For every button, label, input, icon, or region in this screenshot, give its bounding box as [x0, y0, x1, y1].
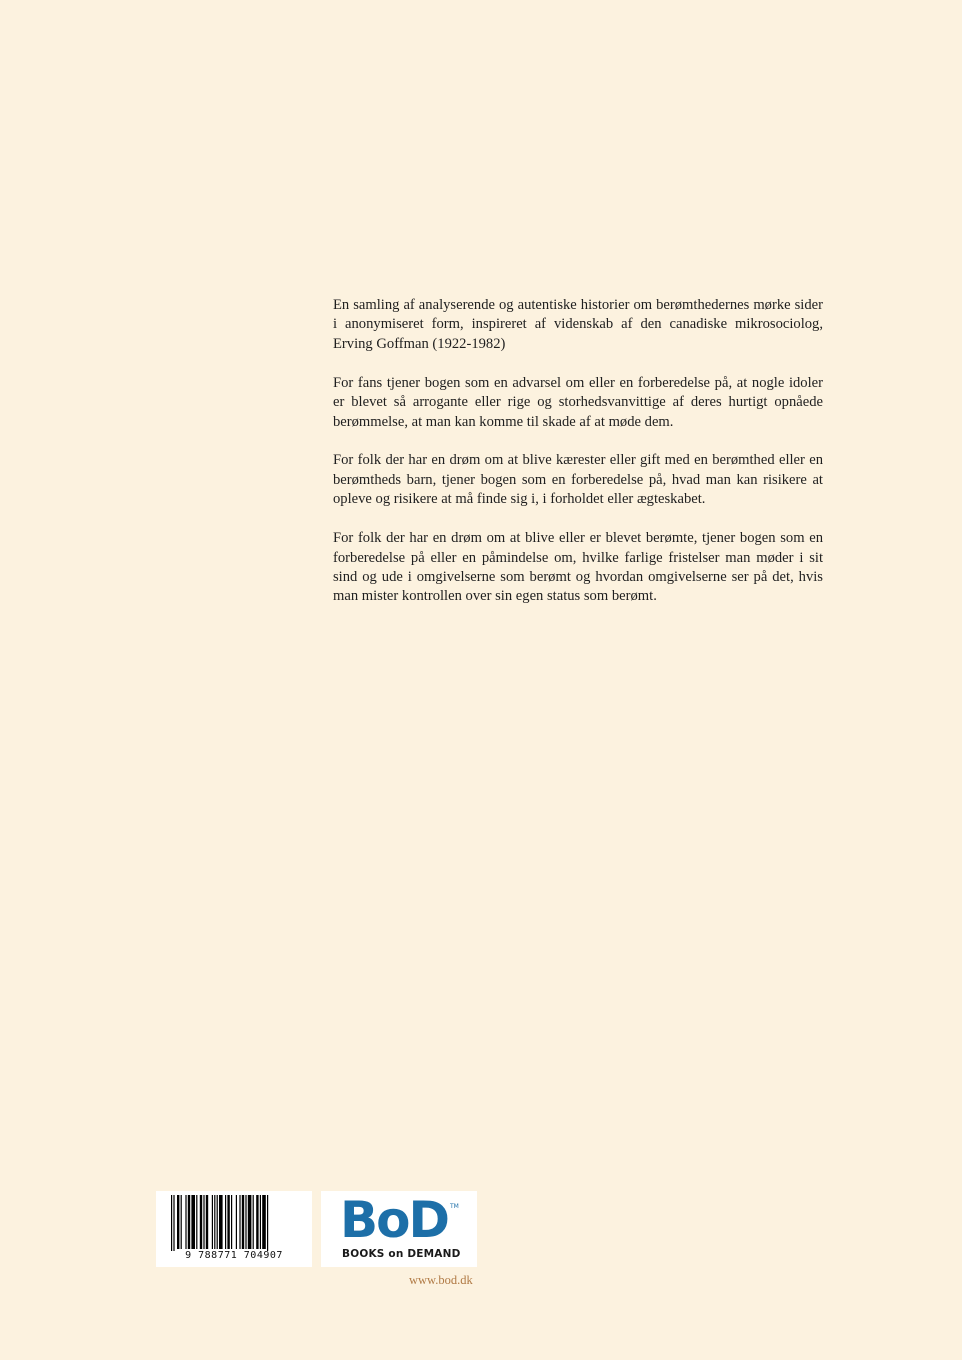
barcode-bar — [177, 1195, 179, 1249]
isbn-barcode — [156, 1191, 312, 1267]
back-cover-blurb — [333, 296, 823, 626]
publisher-tagline: BOOKS on DEMAND — [342, 1248, 461, 1260]
bod-logo-mark: BoD — [340, 1191, 448, 1249]
barcode-bar — [181, 1195, 182, 1249]
blurb-paragraph-1: En samling af analyserende og autentiske historier om berømthedernes mørke sider i anonymiseret form, inspireret af videnskab af den canadiske mikrosociolog, Erving Goffman (1922-1982) — [333, 297, 823, 352]
barcode-bar — [173, 1195, 174, 1251]
blurb-paragraph-4: For folk der har en drøm om at blive eller er blevet berømte, tjener bogen som en forberedelse på eller en påmindelse om, hvilke farlige fristelser man møder i sit sind og ude i omgivelserne som berømt og hvordan omgivelserne ser på det, hvis man mister kontrollen over sin egen status som berømt. — [333, 530, 823, 605]
barcode-bar — [260, 1195, 261, 1249]
barcode-bar — [188, 1195, 190, 1249]
barcode-bar — [185, 1195, 186, 1249]
barcode-bar — [248, 1195, 252, 1249]
barcode-bar — [214, 1195, 215, 1249]
barcode-bar — [171, 1195, 172, 1251]
barcode-bar — [242, 1195, 244, 1249]
trademark-symbol: TM — [450, 1203, 459, 1210]
barcode-bar — [225, 1195, 226, 1249]
blurb-paragraph-2: For fans tjener bogen som en advarsel om eller en forberedelse på, at nogle idoler er blevet så arrogante eller rige og storhedsvanvittige af deres hurtigt opnåede berømmelse, at man kan komme til skade af at møde dem. — [333, 374, 823, 430]
barcode-bar — [217, 1195, 218, 1249]
barcode-bar — [227, 1195, 229, 1249]
barcode-bar — [206, 1195, 208, 1249]
barcode-bar — [245, 1195, 246, 1249]
barcode-bar — [256, 1195, 258, 1249]
barcode-bar — [191, 1195, 195, 1249]
barcode-bar — [239, 1195, 240, 1249]
barcode-bar — [212, 1195, 213, 1249]
barcode-bar — [196, 1195, 197, 1249]
barcode-bars — [156, 1191, 312, 1251]
blurb-paragraph-3: For folk der har en drøm om at blive kærester eller gift med en berømthed eller en berømtheds barn, tjener bogen som en forberedelse på, hvad man kan risikere at opleve og risikere at må finde sig i, i forholdet eller ægteskabet. — [333, 452, 823, 508]
barcode-bar — [236, 1195, 237, 1249]
barcode-bar — [219, 1195, 223, 1249]
barcode-bar — [262, 1195, 266, 1249]
barcode-bar — [253, 1195, 254, 1249]
barcode-bar — [231, 1195, 232, 1249]
barcode-bar — [203, 1195, 204, 1249]
barcode-bar — [267, 1195, 268, 1251]
publisher-url: www.bod.dk — [409, 1273, 473, 1287]
isbn-digits: 9 788771 704907 — [185, 1250, 283, 1261]
barcode-bar — [200, 1195, 202, 1249]
publisher-logo — [321, 1191, 477, 1267]
